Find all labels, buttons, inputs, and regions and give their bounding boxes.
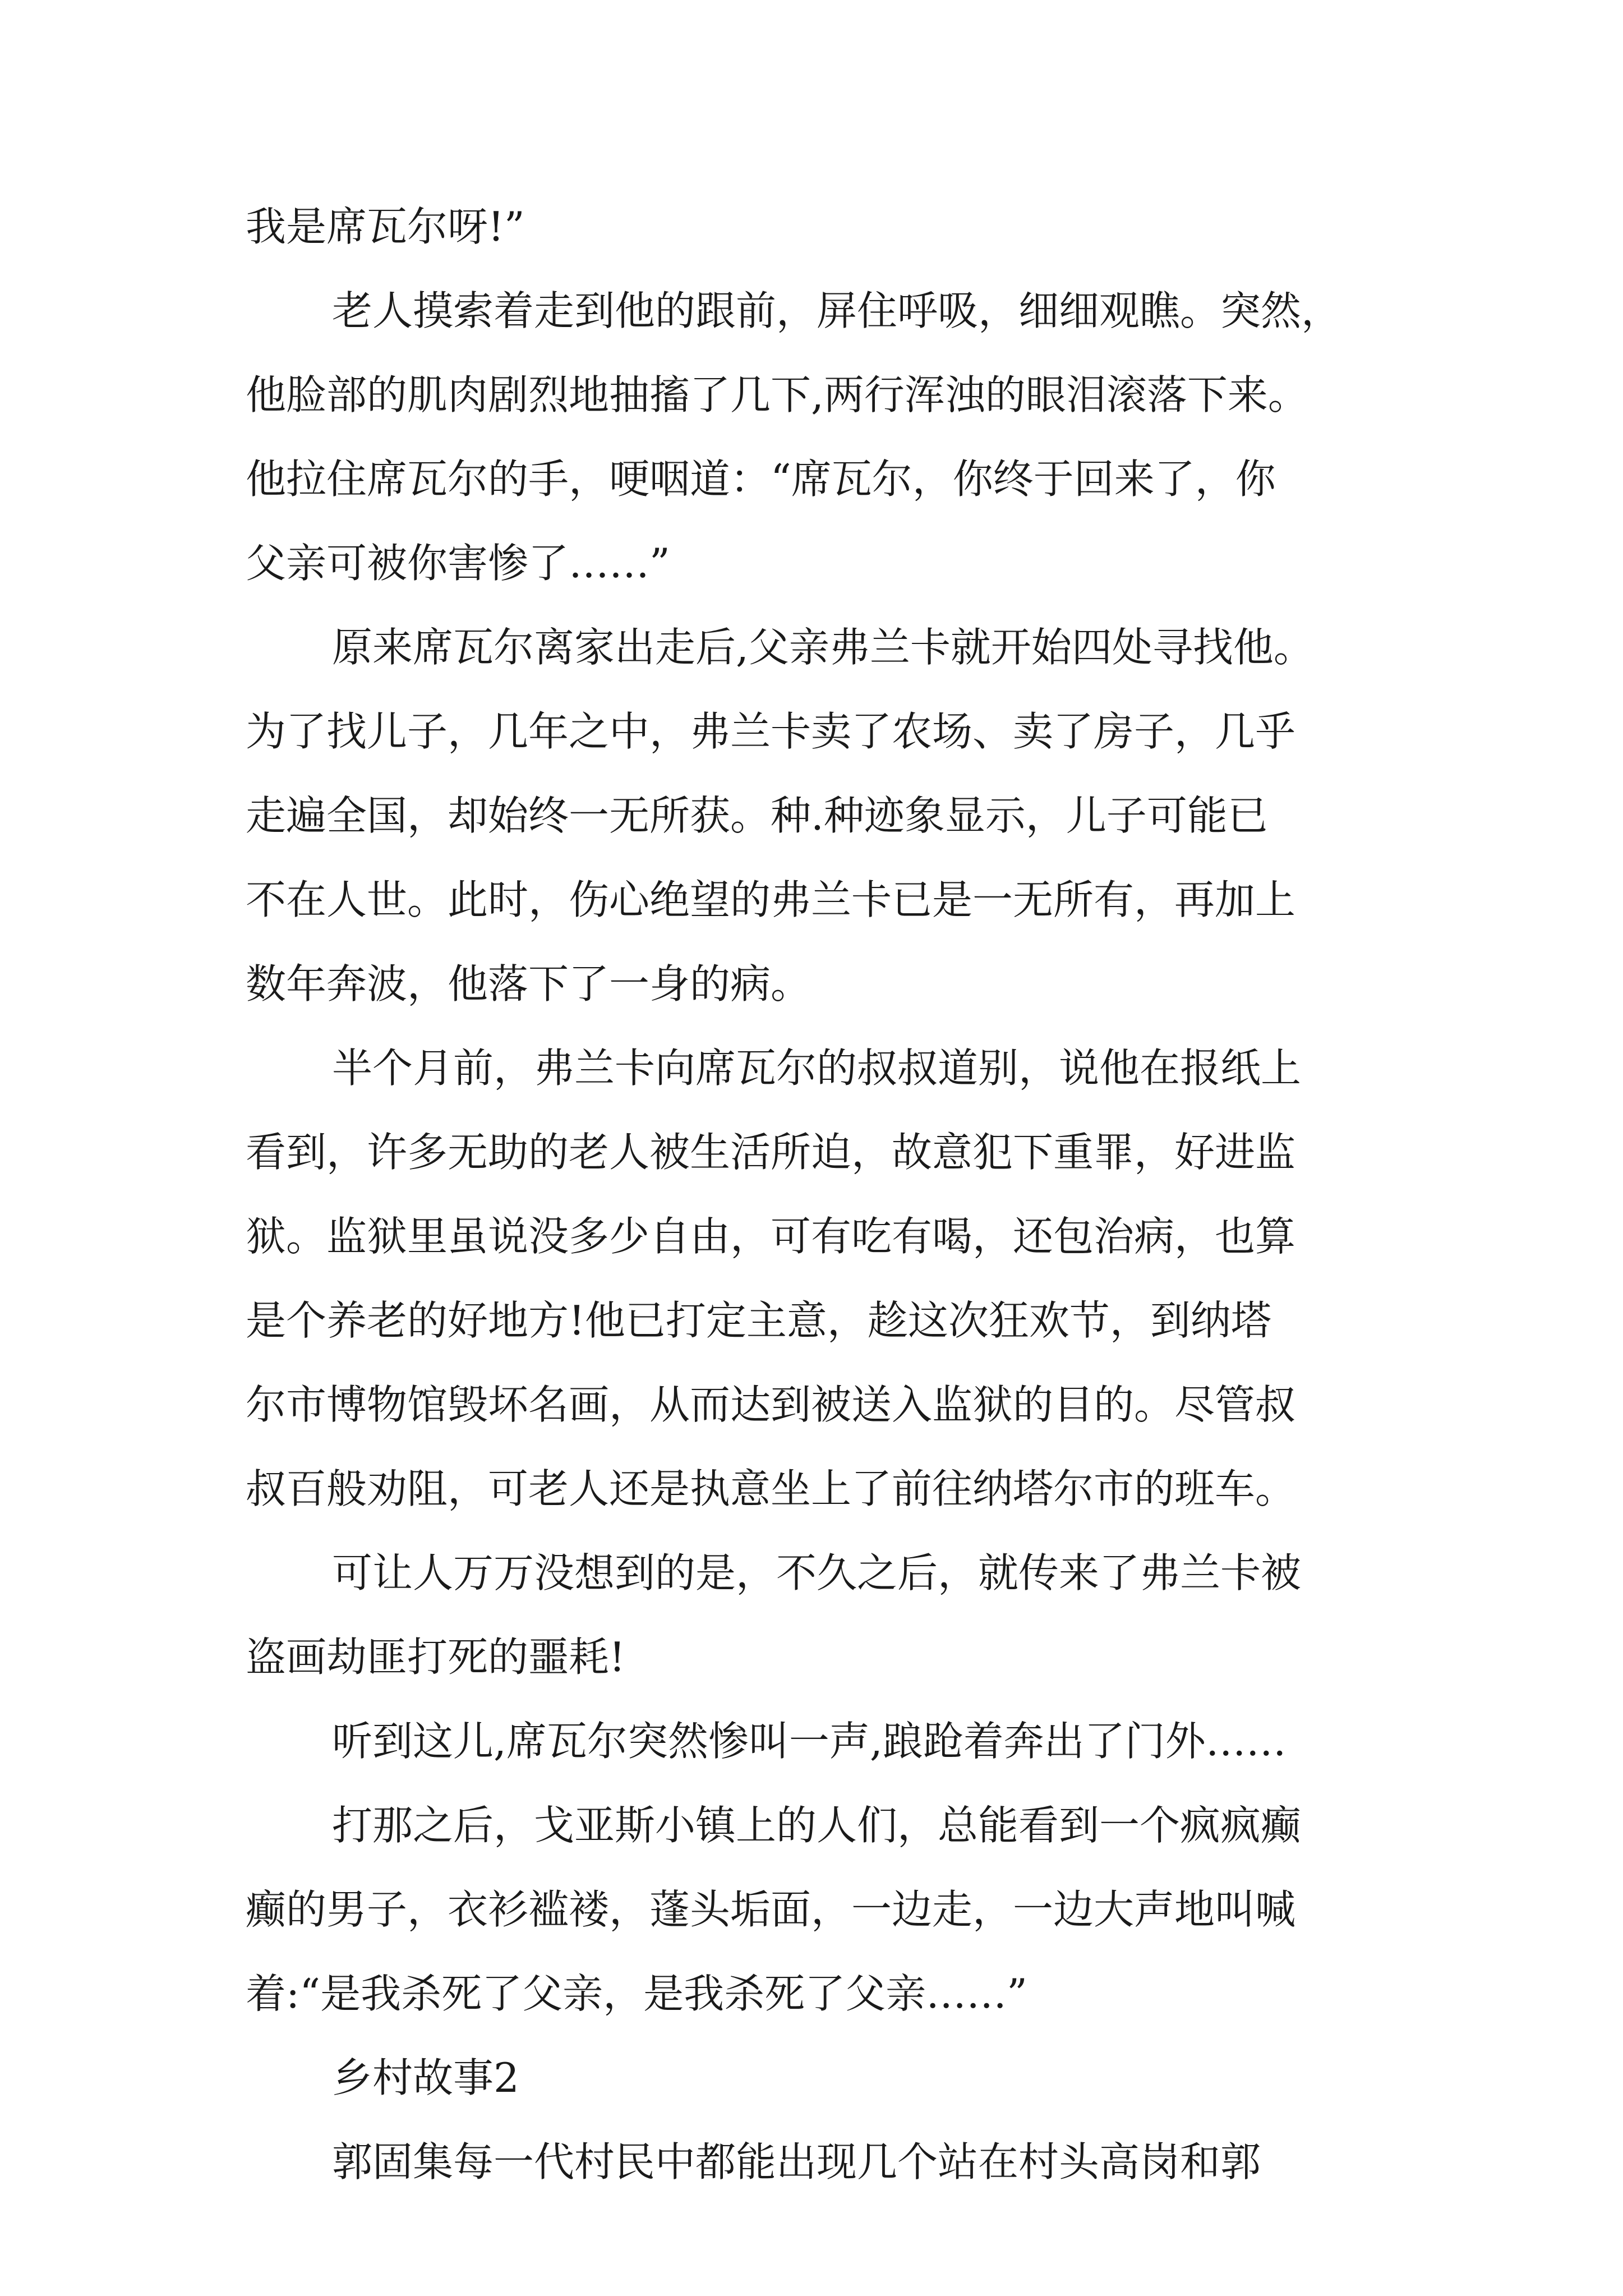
text-line: 他脸部的肌肉剧烈地抽搐了几下,两行浑浊的眼泪滚落下来。 — [246, 371, 1308, 418]
text-line: 数年奔波，他落下了一身的病。 — [246, 960, 811, 1007]
section-heading: 乡村故事2 — [332, 2054, 519, 2101]
text-line: 盗画劫匪打死的噩耗! — [246, 1634, 625, 1681]
text-line: 我是席瓦尔呀!” — [246, 203, 525, 250]
text-line: 着:“是我杀死了父亲，是我杀死了父亲……” — [246, 1970, 1027, 2017]
text-line: 狱。监狱里虽说没多少自由，可有吃有喝，还包治病，也算 — [246, 1213, 1296, 1260]
text-line: 听到这儿,席瓦尔突然惨叫一声,踉跄着奔出了门外…… — [332, 1718, 1287, 1765]
text-line: 叔百般劝阻，可老人还是执意坐上了前往纳塔尔市的班车。 — [246, 1465, 1296, 1512]
text-line: 看到，许多无助的老人被生活所迫，故意犯下重罪，好进监 — [246, 1129, 1296, 1176]
text-line: 为了找儿子，几年之中，弗兰卡卖了农场、卖了房子，几乎 — [246, 708, 1296, 755]
text-line: 走遍全国，却始终一无所获。种.种迹象显示，儿子可能已 — [246, 792, 1268, 839]
text-line: 打那之后，戈亚斯小镇上的人们，总能看到一个疯疯癫 — [332, 1802, 1302, 1849]
text-line: 不在人世。此时，伤心绝望的弗兰卡已是一无所有，再加上 — [246, 876, 1296, 923]
text-line: 半个月前，弗兰卡向席瓦尔的叔叔道别，说他在报纸上 — [332, 1045, 1302, 1092]
text-line: 原来席瓦尔离家出走后,父亲弗兰卡就开始四处寻找他。 — [332, 624, 1314, 671]
text-line: 尔市博物馆毁坏名画，从而达到被送入监狱的目的。尽管叔 — [246, 1381, 1296, 1428]
text-line: 他拉住席瓦尔的手，哽咽道：“席瓦尔，你终于回来了，你 — [246, 455, 1276, 503]
text-line: 癫的男子，衣衫褴褛，蓬头垢面，一边走，一边大声地叫喊 — [246, 1886, 1296, 1933]
text-line: 可让人万万没想到的是，不久之后，就传来了弗兰卡被 — [332, 1549, 1302, 1596]
text-line: 老人摸索着走到他的跟前，屏住呼吸，细细观瞧。突然， — [332, 287, 1342, 334]
text-line: 父亲可被你害惨了……” — [246, 540, 670, 587]
text-line: 是个养老的好地方!他已打定主意，趁这次狂欢节，到纳塔 — [246, 1297, 1271, 1344]
text-line: 郭固集每一代村民中都能出现几个站在村头高岗和郭 — [332, 2138, 1261, 2185]
